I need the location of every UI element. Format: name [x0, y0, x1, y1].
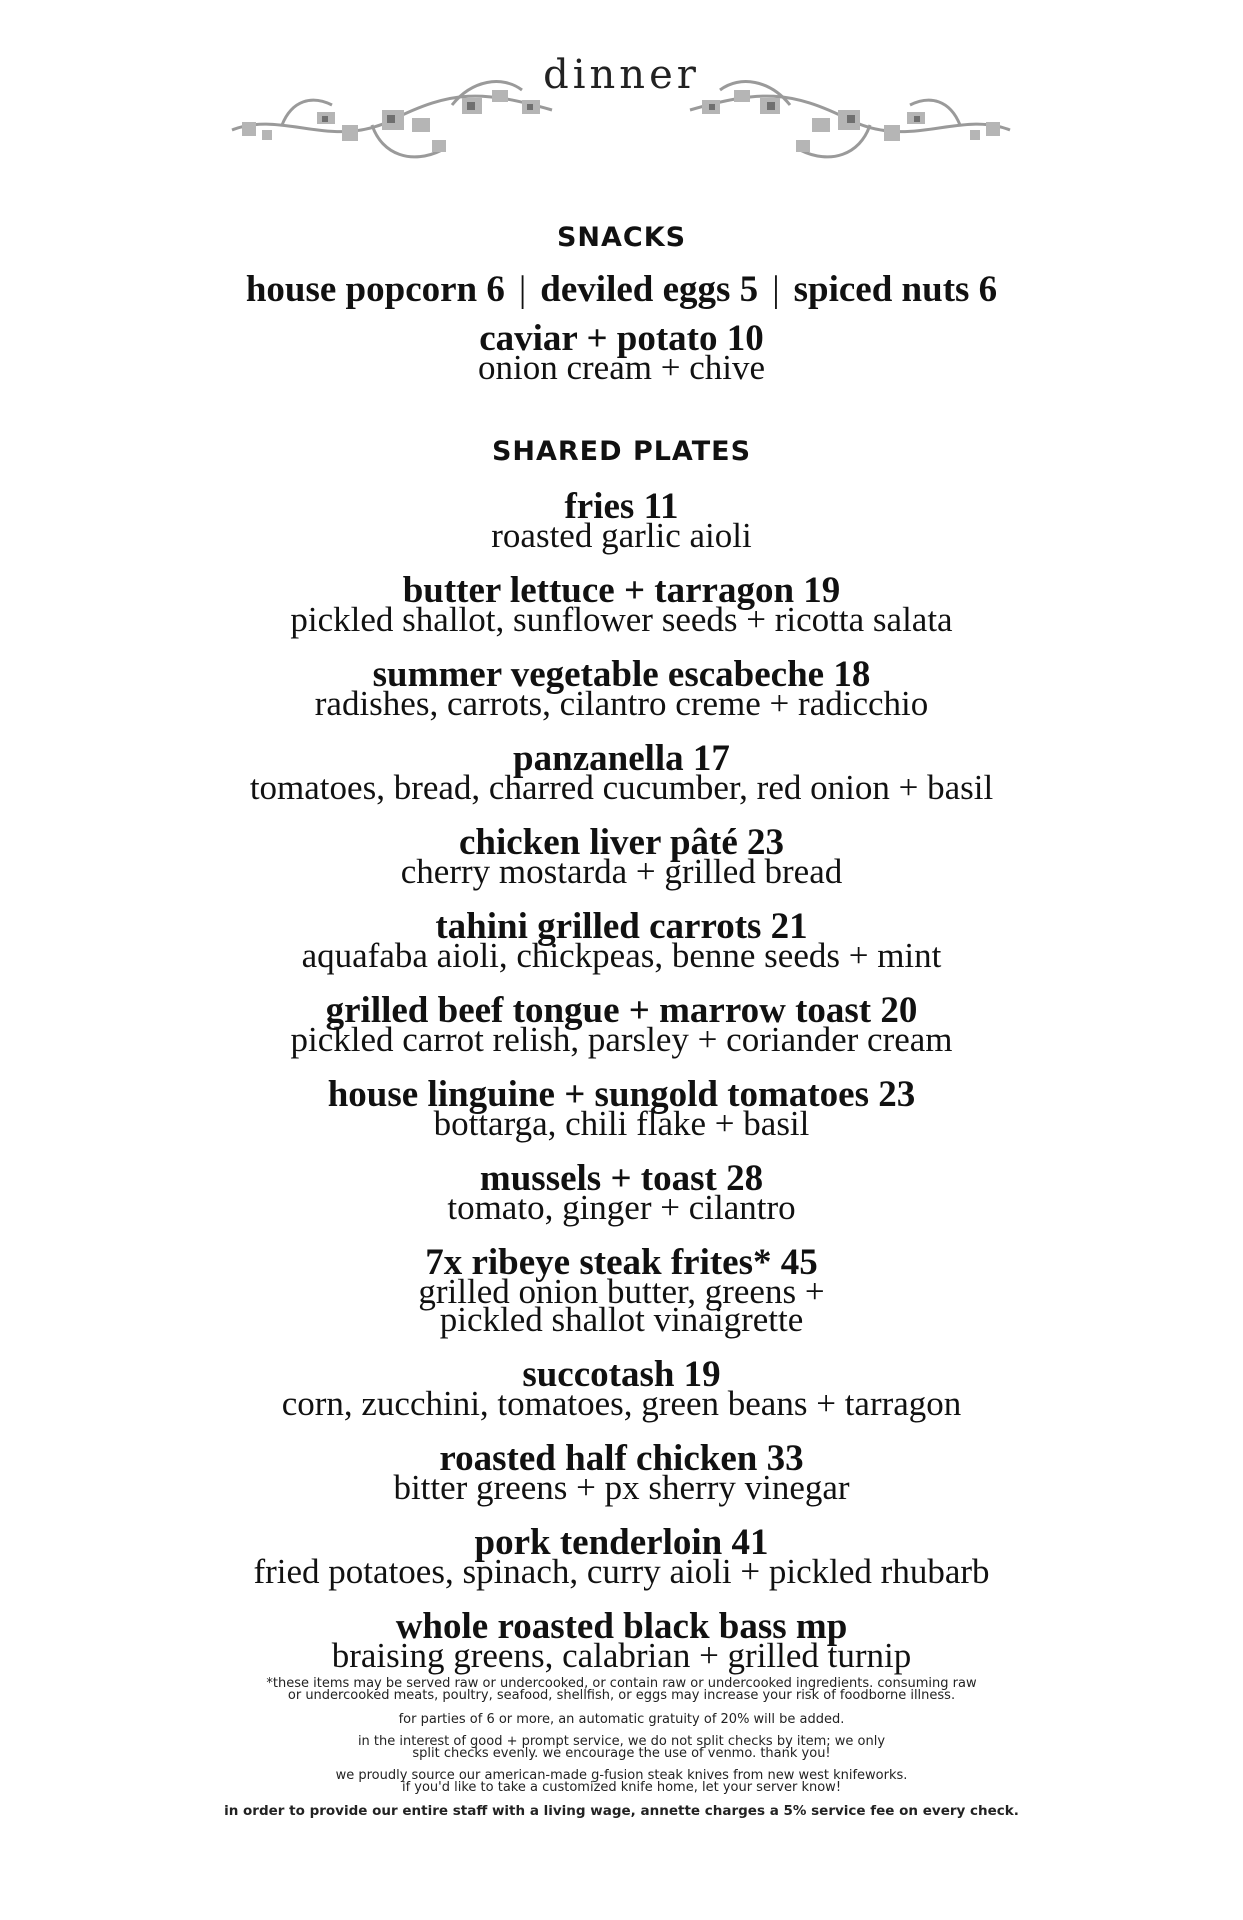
item-description: corn, zucchini, tomatoes, green beans + tarragon — [281, 1384, 962, 1423]
item-name: grilled beef tongue + marrow toast 20 — [325, 990, 918, 1031]
menu-item — [0, 654, 1243, 723]
menu-item — [0, 1522, 1243, 1591]
item-description: aquafaba aioli, chickpeas, benne seeds + mint — [301, 936, 942, 975]
item-description: onion cream + chive — [478, 348, 765, 387]
item-description: cherry mostarda + grilled bread — [400, 852, 843, 891]
menu-item — [0, 738, 1243, 807]
item-name: butter lettuce + tarragon 19 — [402, 570, 841, 611]
item-name: succotash 19 — [522, 1354, 721, 1395]
item-name: tahini grilled carrots 21 — [435, 906, 808, 947]
menu-item — [0, 1074, 1243, 1143]
item-name: whole roasted black bass mp — [395, 1606, 848, 1647]
menu-item — [0, 1242, 1243, 1339]
item-description: roasted garlic aioli — [491, 516, 752, 555]
menu-item — [0, 1354, 1243, 1423]
item-name: house linguine + sungold tomatoes 23 — [327, 1074, 916, 1115]
item-description: grilled onion butter, greens + — [418, 1272, 825, 1311]
section-heading-shared-plates: SHARED PLATES — [491, 436, 752, 467]
separator: | — [518, 269, 527, 310]
menu-item — [0, 990, 1243, 1059]
snack-item: deviled eggs 5 — [540, 269, 759, 310]
menu-title: dinner — [543, 52, 700, 98]
footer-note: split checks evenly. we encourage the use of venmo. thank you! — [412, 1746, 831, 1761]
footer-note: we proudly source our american-made g-fusion steak knives from new west knifeworks. — [335, 1768, 908, 1783]
item-description: braising greens, calabrian + grilled turnip — [331, 1636, 912, 1675]
menu-item — [0, 1606, 1243, 1675]
menu-item — [0, 906, 1243, 975]
item-description: pickled carrot relish, parsley + coriander cream — [290, 1020, 953, 1059]
item-description: pickled shallot, sunflower seeds + ricotta salata — [290, 600, 953, 639]
footer-note: *these items may be served raw or undercooked, or contain raw or undercooked ingredients. consuming raw — [266, 1676, 977, 1691]
menu-item — [0, 570, 1243, 639]
item-description: pickled shallot vinaigrette — [439, 1300, 804, 1339]
item-name: summer vegetable escabeche 18 — [372, 654, 871, 695]
item-description: tomato, ginger + cilantro — [447, 1188, 796, 1227]
item-name: mussels + toast 28 — [479, 1158, 764, 1199]
footer-service-fee-note: in order to provide our entire staff with a living wage, annette charges a 5% service fee on every check. — [224, 1803, 1019, 1819]
item-name: chicken liver pâté 23 — [458, 822, 785, 863]
section-heading-snacks: SNACKS — [556, 222, 687, 253]
menu-item — [0, 486, 1243, 555]
floral-branch-icon — [660, 70, 1020, 190]
item-description: radishes, carrots, cilantro creme + radicchio — [314, 684, 929, 723]
footer-note: or undercooked meats, poultry, seafood, shellfish, or eggs may increase your risk of foodborne illness. — [287, 1688, 956, 1703]
menu-item — [0, 1158, 1243, 1227]
item-description: fried potatoes, spinach, curry aioli + pickled rhubarb — [253, 1552, 990, 1591]
item-name: panzanella 17 — [513, 738, 730, 779]
footer-note: in the interest of good + prompt service, we do not split checks by item; we only — [357, 1734, 886, 1749]
separator: | — [772, 269, 780, 310]
item-name: pork tenderloin 41 — [474, 1522, 769, 1563]
item-description: bottarga, chili flake + basil — [433, 1104, 810, 1143]
item-name: roasted half chicken 33 — [439, 1438, 804, 1479]
footer-note: for parties of 6 or more, an automatic gratuity of 20% will be added. — [398, 1712, 845, 1727]
item-name: caviar + potato 10 — [479, 318, 764, 359]
menu-item — [0, 318, 1243, 387]
menu-item — [0, 1438, 1243, 1507]
snack-item: house popcorn 6 — [245, 269, 505, 310]
floral-branch-icon — [222, 70, 582, 190]
item-description: bitter greens + px sherry vinegar — [393, 1468, 850, 1507]
footer-note: if you'd like to take a customized knife home, let your server know! — [401, 1780, 842, 1795]
snack-item: spiced nuts 6 — [793, 269, 998, 310]
item-description: tomatoes, bread, charred cucumber, red onion + basil — [249, 768, 994, 807]
snack-line — [0, 268, 1243, 311]
item-name: fries 11 — [564, 486, 679, 527]
item-name: 7x ribeye steak frites* 45 — [425, 1242, 818, 1283]
menu-item — [0, 822, 1243, 891]
